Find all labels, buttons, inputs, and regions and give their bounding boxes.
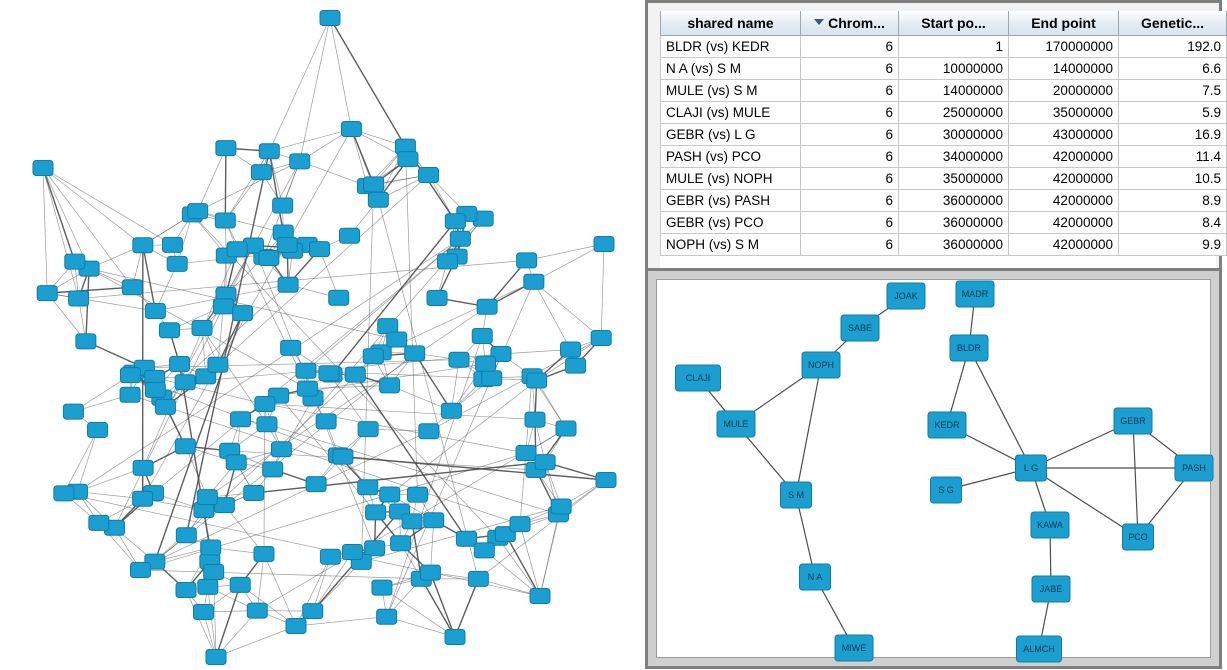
network-node-label: S M (788, 490, 804, 500)
network-node-141[interactable] (69, 291, 89, 306)
network-edge (415, 353, 452, 410)
cell-chromosome: 6 (801, 212, 899, 234)
network-edge (216, 585, 240, 657)
network-node-128[interactable] (145, 304, 165, 319)
network-node-13[interactable] (133, 238, 153, 253)
network-edge (534, 282, 571, 350)
network-node-43[interactable] (378, 319, 398, 334)
column-header-genetic[interactable] (1119, 11, 1227, 36)
subnetwork-node-jabe[interactable] (1032, 576, 1070, 602)
network-edge (455, 579, 478, 637)
network-node-133[interactable] (340, 228, 360, 243)
cell-start-point: 30000000 (899, 124, 1009, 146)
network-edge (43, 168, 75, 262)
network-node-147[interactable] (510, 517, 530, 532)
network-node-103[interactable] (419, 424, 439, 439)
network-node-label: SABE (848, 323, 872, 333)
network-node-113[interactable] (310, 242, 330, 257)
network-node-87[interactable] (231, 412, 251, 427)
network-edge (505, 534, 540, 596)
cell-chromosome: 6 (801, 190, 899, 212)
subnetwork-node-claji[interactable] (676, 365, 721, 391)
subnetwork-node-madr[interactable] (956, 281, 994, 307)
table-row[interactable] (661, 36, 1227, 58)
network-edge (527, 244, 604, 260)
cell-start-point: 35000000 (899, 168, 1009, 190)
network-node-164[interactable] (372, 580, 392, 595)
column-header-chromosome[interactable] (801, 11, 899, 36)
table-row[interactable] (661, 58, 1227, 80)
cell-shared-name: MULE (vs) NOPH (661, 168, 801, 190)
network-node-90[interactable] (133, 460, 153, 475)
network-node-69[interactable] (297, 381, 317, 396)
column-header-label: Chrom... (828, 15, 885, 31)
subnetwork-panel[interactable] (645, 268, 1222, 669)
cell-chromosome: 6 (801, 168, 899, 190)
network-node-38[interactable] (204, 564, 224, 579)
network-edge (534, 244, 604, 282)
cell-shared-name: CLAJI (vs) MULE (661, 102, 801, 124)
network-node-89[interactable] (296, 363, 316, 378)
network-node-label: BLDR (957, 343, 982, 353)
network-node-73[interactable] (226, 455, 246, 470)
subnetwork-node-sm[interactable] (781, 482, 812, 508)
network-node-156[interactable] (524, 274, 544, 289)
network-node-36[interactable] (365, 541, 385, 556)
network-node-label: JOAK (894, 291, 918, 301)
network-node-0[interactable] (320, 11, 340, 26)
cell-genetic: 11.4 (1119, 146, 1227, 168)
network-edge (43, 168, 143, 245)
network-edge (140, 570, 421, 579)
network-node-6[interactable] (286, 619, 306, 634)
network-node-91[interactable] (65, 254, 85, 269)
network-node-88[interactable] (281, 340, 301, 355)
cell-genetic: 9.9 (1119, 234, 1227, 256)
network-node-131[interactable] (145, 382, 165, 397)
subnetwork-node-mule[interactable] (717, 411, 755, 437)
network-node-61[interactable] (380, 378, 400, 393)
subnetwork-node-pash[interactable] (1175, 455, 1213, 481)
table-body (661, 36, 1227, 256)
network-node-119[interactable] (566, 358, 586, 373)
network-node-30[interactable] (398, 152, 418, 167)
network-edge (225, 151, 269, 220)
network-node-label: KAWA (1037, 520, 1063, 530)
network-node-124[interactable] (561, 342, 581, 357)
network-edge (43, 168, 172, 245)
network-node-83[interactable] (450, 231, 470, 246)
subnetwork-node-gebr[interactable] (1114, 408, 1152, 434)
subnetwork-node-lg[interactable] (1016, 455, 1047, 481)
network-edge (601, 244, 604, 338)
network-node-107[interactable] (201, 540, 221, 555)
network-node-109[interactable] (535, 455, 555, 470)
cell-end-point: 14000000 (1009, 58, 1119, 80)
filter-icon[interactable] (814, 18, 824, 28)
cell-chromosome: 6 (801, 124, 899, 146)
network-node-3[interactable] (206, 650, 226, 665)
network-edge (198, 148, 226, 211)
cell-start-point: 36000000 (899, 212, 1009, 234)
cell-start-point: 36000000 (899, 234, 1009, 256)
network-node-132[interactable] (358, 480, 378, 495)
network-edge (520, 524, 540, 596)
network-node-145[interactable] (197, 490, 217, 505)
network-node-57[interactable] (366, 505, 386, 520)
network-node-121[interactable] (76, 334, 96, 349)
table-row[interactable] (661, 212, 1227, 234)
cell-start-point: 34000000 (899, 146, 1009, 168)
cell-start-point: 1 (899, 36, 1009, 58)
network-node-140[interactable] (591, 331, 611, 346)
network-node-28[interactable] (170, 356, 190, 371)
edge-table (660, 11, 1227, 256)
cell-genetic: 10.5 (1119, 168, 1227, 190)
network-node-label: MULE (723, 419, 748, 429)
network-node-142[interactable] (120, 387, 140, 402)
cell-end-point: 42000000 (1009, 168, 1119, 190)
network-node-98[interactable] (363, 349, 383, 364)
network-edge (300, 18, 330, 161)
column-header-label: Start po... (921, 15, 986, 31)
network-edge (225, 148, 226, 220)
table-row[interactable] (661, 102, 1227, 124)
cell-start-point: 25000000 (899, 102, 1009, 124)
cell-start-point: 10000000 (899, 58, 1009, 80)
network-edge (390, 380, 537, 494)
network-node-134[interactable] (130, 562, 150, 577)
network-node-4[interactable] (445, 630, 465, 645)
network-node-60[interactable] (120, 368, 140, 383)
cell-shared-name: PASH (vs) PCO (661, 146, 801, 168)
network-edge (430, 573, 455, 637)
subnetwork-node-sg[interactable] (931, 477, 962, 503)
cell-start-point: 36000000 (899, 190, 1009, 212)
network-node-33[interactable] (306, 477, 326, 492)
cell-shared-name: GEBR (vs) PCO (661, 212, 801, 234)
table-row[interactable] (661, 234, 1227, 256)
network-edge (186, 590, 216, 657)
network-node-14[interactable] (198, 579, 218, 594)
network-node-123[interactable] (468, 571, 488, 586)
network-edge (313, 557, 331, 611)
cell-chromosome: 6 (801, 58, 899, 80)
column-header-label: End point (1031, 15, 1096, 31)
network-node-95[interactable] (316, 414, 336, 429)
network-node-58[interactable] (278, 277, 298, 292)
network-node-label: MIWE (842, 643, 867, 653)
subnetwork-node-na[interactable] (800, 564, 831, 590)
network-node-160[interactable] (364, 177, 384, 192)
network-node-117[interactable] (122, 280, 142, 295)
network-node-47[interactable] (176, 528, 196, 543)
network-node-9[interactable] (596, 473, 616, 488)
network-node-127[interactable] (273, 198, 293, 213)
network-node-93[interactable] (233, 306, 253, 321)
network-node-162[interactable] (319, 366, 339, 381)
network-node-62[interactable] (259, 144, 279, 159)
subnetwork-node-miwe[interactable] (835, 635, 873, 661)
network-node-138[interactable] (333, 449, 353, 464)
network-node-label: CLAJI (686, 373, 711, 383)
network-node-101[interactable] (345, 367, 365, 382)
network-node-37[interactable] (244, 485, 264, 500)
network-node-137[interactable] (482, 371, 502, 386)
network-node-139[interactable] (380, 487, 400, 502)
network-node-163[interactable] (167, 256, 187, 271)
network-node-165[interactable] (89, 515, 109, 530)
network-edge (269, 18, 330, 151)
network-node-7[interactable] (176, 583, 196, 598)
network-node-104[interactable] (358, 422, 378, 437)
network-edge (43, 168, 47, 293)
network-node-81[interactable] (329, 290, 349, 305)
cell-genetic: 6.6 (1119, 58, 1227, 80)
network-node-96[interactable] (517, 253, 537, 268)
network-node-153[interactable] (527, 373, 547, 388)
subnetwork-node-bldr[interactable] (950, 335, 988, 361)
column-header-label: Genetic... (1141, 15, 1204, 31)
network-node-125[interactable] (320, 549, 340, 564)
network-node-label: JABE (1040, 584, 1063, 594)
network-node-159[interactable] (368, 192, 388, 207)
network-node-53[interactable] (133, 491, 153, 506)
network-edge (796, 365, 821, 495)
cell-genetic: 5.9 (1119, 102, 1227, 124)
network-node-136[interactable] (159, 323, 179, 338)
cell-start-point: 14000000 (899, 80, 1009, 102)
network-node-80[interactable] (54, 486, 74, 501)
network-node-23[interactable] (449, 352, 469, 367)
subnetwork-node-joak[interactable] (887, 283, 925, 309)
cell-genetic: 192.0 (1119, 36, 1227, 58)
network-node-label: N A (808, 572, 823, 582)
network-node-68[interactable] (251, 165, 271, 180)
network-node-26[interactable] (162, 237, 182, 252)
cell-genetic: 8.9 (1119, 190, 1227, 212)
network-node-99[interactable] (193, 604, 213, 619)
cell-shared-name: NOPH (vs) S M (661, 234, 801, 256)
network-node-155[interactable] (255, 396, 275, 411)
network-node-158[interactable] (377, 609, 397, 624)
subnetwork-node-almch[interactable] (1017, 636, 1062, 662)
cell-chromosome: 6 (801, 36, 899, 58)
network-node-45[interactable] (63, 404, 83, 419)
subnetwork-node-kedr[interactable] (928, 412, 966, 438)
network-node-149[interactable] (175, 375, 195, 390)
network-node-120[interactable] (437, 254, 457, 269)
network-node-94[interactable] (405, 346, 425, 361)
table-row[interactable] (661, 80, 1227, 102)
network-edge (47, 287, 132, 293)
table-header-row (661, 11, 1227, 36)
network-node-41[interactable] (516, 446, 536, 461)
network-node-72[interactable] (556, 421, 576, 436)
cell-shared-name: BLDR (vs) KEDR (661, 36, 801, 58)
network-node-150[interactable] (188, 204, 208, 219)
network-edge (77, 430, 97, 492)
subnetwork-node-pco[interactable] (1123, 524, 1154, 550)
network-edge (269, 151, 283, 232)
cell-chromosome: 6 (801, 102, 899, 124)
network-node-label: L G (1024, 463, 1038, 473)
network-node-122[interactable] (259, 250, 279, 265)
edge-table-panel[interactable] (645, 0, 1222, 268)
network-node-35[interactable] (525, 412, 545, 427)
network-node-161[interactable] (477, 299, 497, 314)
network-node-5[interactable] (530, 589, 550, 604)
network-node-66[interactable] (407, 487, 427, 502)
network-edge (143, 245, 156, 311)
network-node-label: NOPH (808, 360, 834, 370)
cell-end-point: 42000000 (1009, 146, 1119, 168)
network-node-49[interactable] (457, 531, 477, 546)
cell-chromosome: 6 (801, 146, 899, 168)
network-edge (273, 398, 313, 469)
network-node-86[interactable] (192, 321, 212, 336)
network-node-167[interactable] (227, 242, 247, 257)
network-node-146[interactable] (391, 536, 411, 551)
subnetwork-node-sabe[interactable] (841, 315, 879, 341)
network-node-157[interactable] (215, 213, 235, 228)
network-node-label: ALMCH (1023, 644, 1055, 654)
network-edge (269, 129, 351, 151)
table-row[interactable] (661, 190, 1227, 212)
network-node-118[interactable] (230, 577, 250, 592)
network-node-1[interactable] (33, 161, 53, 176)
column-header-start-point[interactable] (899, 11, 1009, 36)
cell-end-point: 43000000 (1009, 124, 1119, 146)
network-node-2[interactable] (594, 237, 614, 252)
table-row[interactable] (661, 124, 1227, 146)
cell-shared-name: GEBR (vs) PASH (661, 190, 801, 212)
table-row[interactable] (661, 146, 1227, 168)
network-node-154[interactable] (476, 356, 496, 371)
column-header-shared-name[interactable] (661, 11, 801, 36)
subnetwork-canvas[interactable] (657, 280, 1218, 665)
cell-shared-name: MULE (vs) S M (661, 80, 801, 102)
network-edge (534, 282, 601, 338)
cell-end-point: 42000000 (1009, 212, 1119, 234)
network-node-label: PCO (1128, 532, 1148, 542)
network-node-151[interactable] (472, 328, 492, 343)
network-node-label: MADR (962, 289, 989, 299)
network-node-116[interactable] (424, 513, 444, 528)
network-node-31[interactable] (271, 442, 291, 457)
network-node-126[interactable] (445, 214, 465, 229)
cell-end-point: 42000000 (1009, 190, 1119, 212)
network-node-65[interactable] (342, 544, 362, 559)
network-edge (330, 18, 351, 129)
network-edge (405, 147, 417, 495)
network-node-74[interactable] (474, 543, 494, 558)
network-node-105[interactable] (420, 565, 440, 580)
network-edge (216, 626, 296, 657)
edge-table-scroll[interactable] (660, 11, 1216, 268)
network-node-70[interactable] (175, 439, 195, 454)
network-node-84[interactable] (419, 167, 439, 182)
network-edge (79, 260, 527, 298)
network-edge (1133, 421, 1138, 537)
network-node-label: PASH (1182, 463, 1206, 473)
subnetwork-node-kawa[interactable] (1031, 512, 1069, 538)
network-node-59[interactable] (213, 299, 233, 314)
column-header-end-point[interactable] (1009, 11, 1119, 36)
network-node-85[interactable] (247, 603, 267, 618)
network-node-82[interactable] (402, 514, 422, 529)
network-node-97[interactable] (216, 141, 236, 156)
network-edge (155, 313, 243, 562)
subnetwork-canvas-frame[interactable] (656, 279, 1211, 658)
network-node-71[interactable] (37, 286, 57, 301)
network-node-19[interactable] (441, 403, 461, 418)
network-node-54[interactable] (254, 547, 274, 562)
cell-chromosome: 6 (801, 234, 899, 256)
network-node-52[interactable] (341, 122, 361, 137)
network-node-108[interactable] (257, 417, 277, 432)
network-node-16[interactable] (303, 604, 323, 619)
network-node-67[interactable] (551, 499, 571, 514)
network-edge (969, 348, 1031, 468)
cell-end-point: 20000000 (1009, 80, 1119, 102)
network-node-111[interactable] (277, 238, 297, 253)
cell-chromosome: 6 (801, 80, 899, 102)
column-header-label: shared name (687, 15, 773, 31)
network-node-77[interactable] (290, 154, 310, 169)
network-node-label: KEDR (934, 420, 960, 430)
cell-genetic: 8.4 (1119, 212, 1227, 234)
network-edge (387, 282, 534, 617)
network-edge (307, 385, 389, 388)
cell-end-point: 35000000 (1009, 102, 1119, 124)
cell-end-point: 42000000 (1009, 234, 1119, 256)
network-node-label: GEBR (1120, 416, 1146, 426)
cell-shared-name: GEBR (vs) L G (661, 124, 801, 146)
network-node-106[interactable] (208, 357, 228, 372)
table-row[interactable] (661, 168, 1227, 190)
network-node-79[interactable] (427, 290, 447, 305)
network-node-166[interactable] (155, 399, 175, 414)
cell-genetic: 7.5 (1119, 80, 1227, 102)
network-node-label: S G (938, 485, 954, 495)
subnetwork-node-noph[interactable] (802, 352, 840, 378)
cell-end-point: 170000000 (1009, 36, 1119, 58)
network-node-152[interactable] (88, 422, 108, 437)
network-node-64[interactable] (387, 332, 407, 347)
cell-genetic: 16.9 (1119, 124, 1227, 146)
network-node-130[interactable] (263, 462, 283, 477)
cell-shared-name: N A (vs) S M (661, 58, 801, 80)
